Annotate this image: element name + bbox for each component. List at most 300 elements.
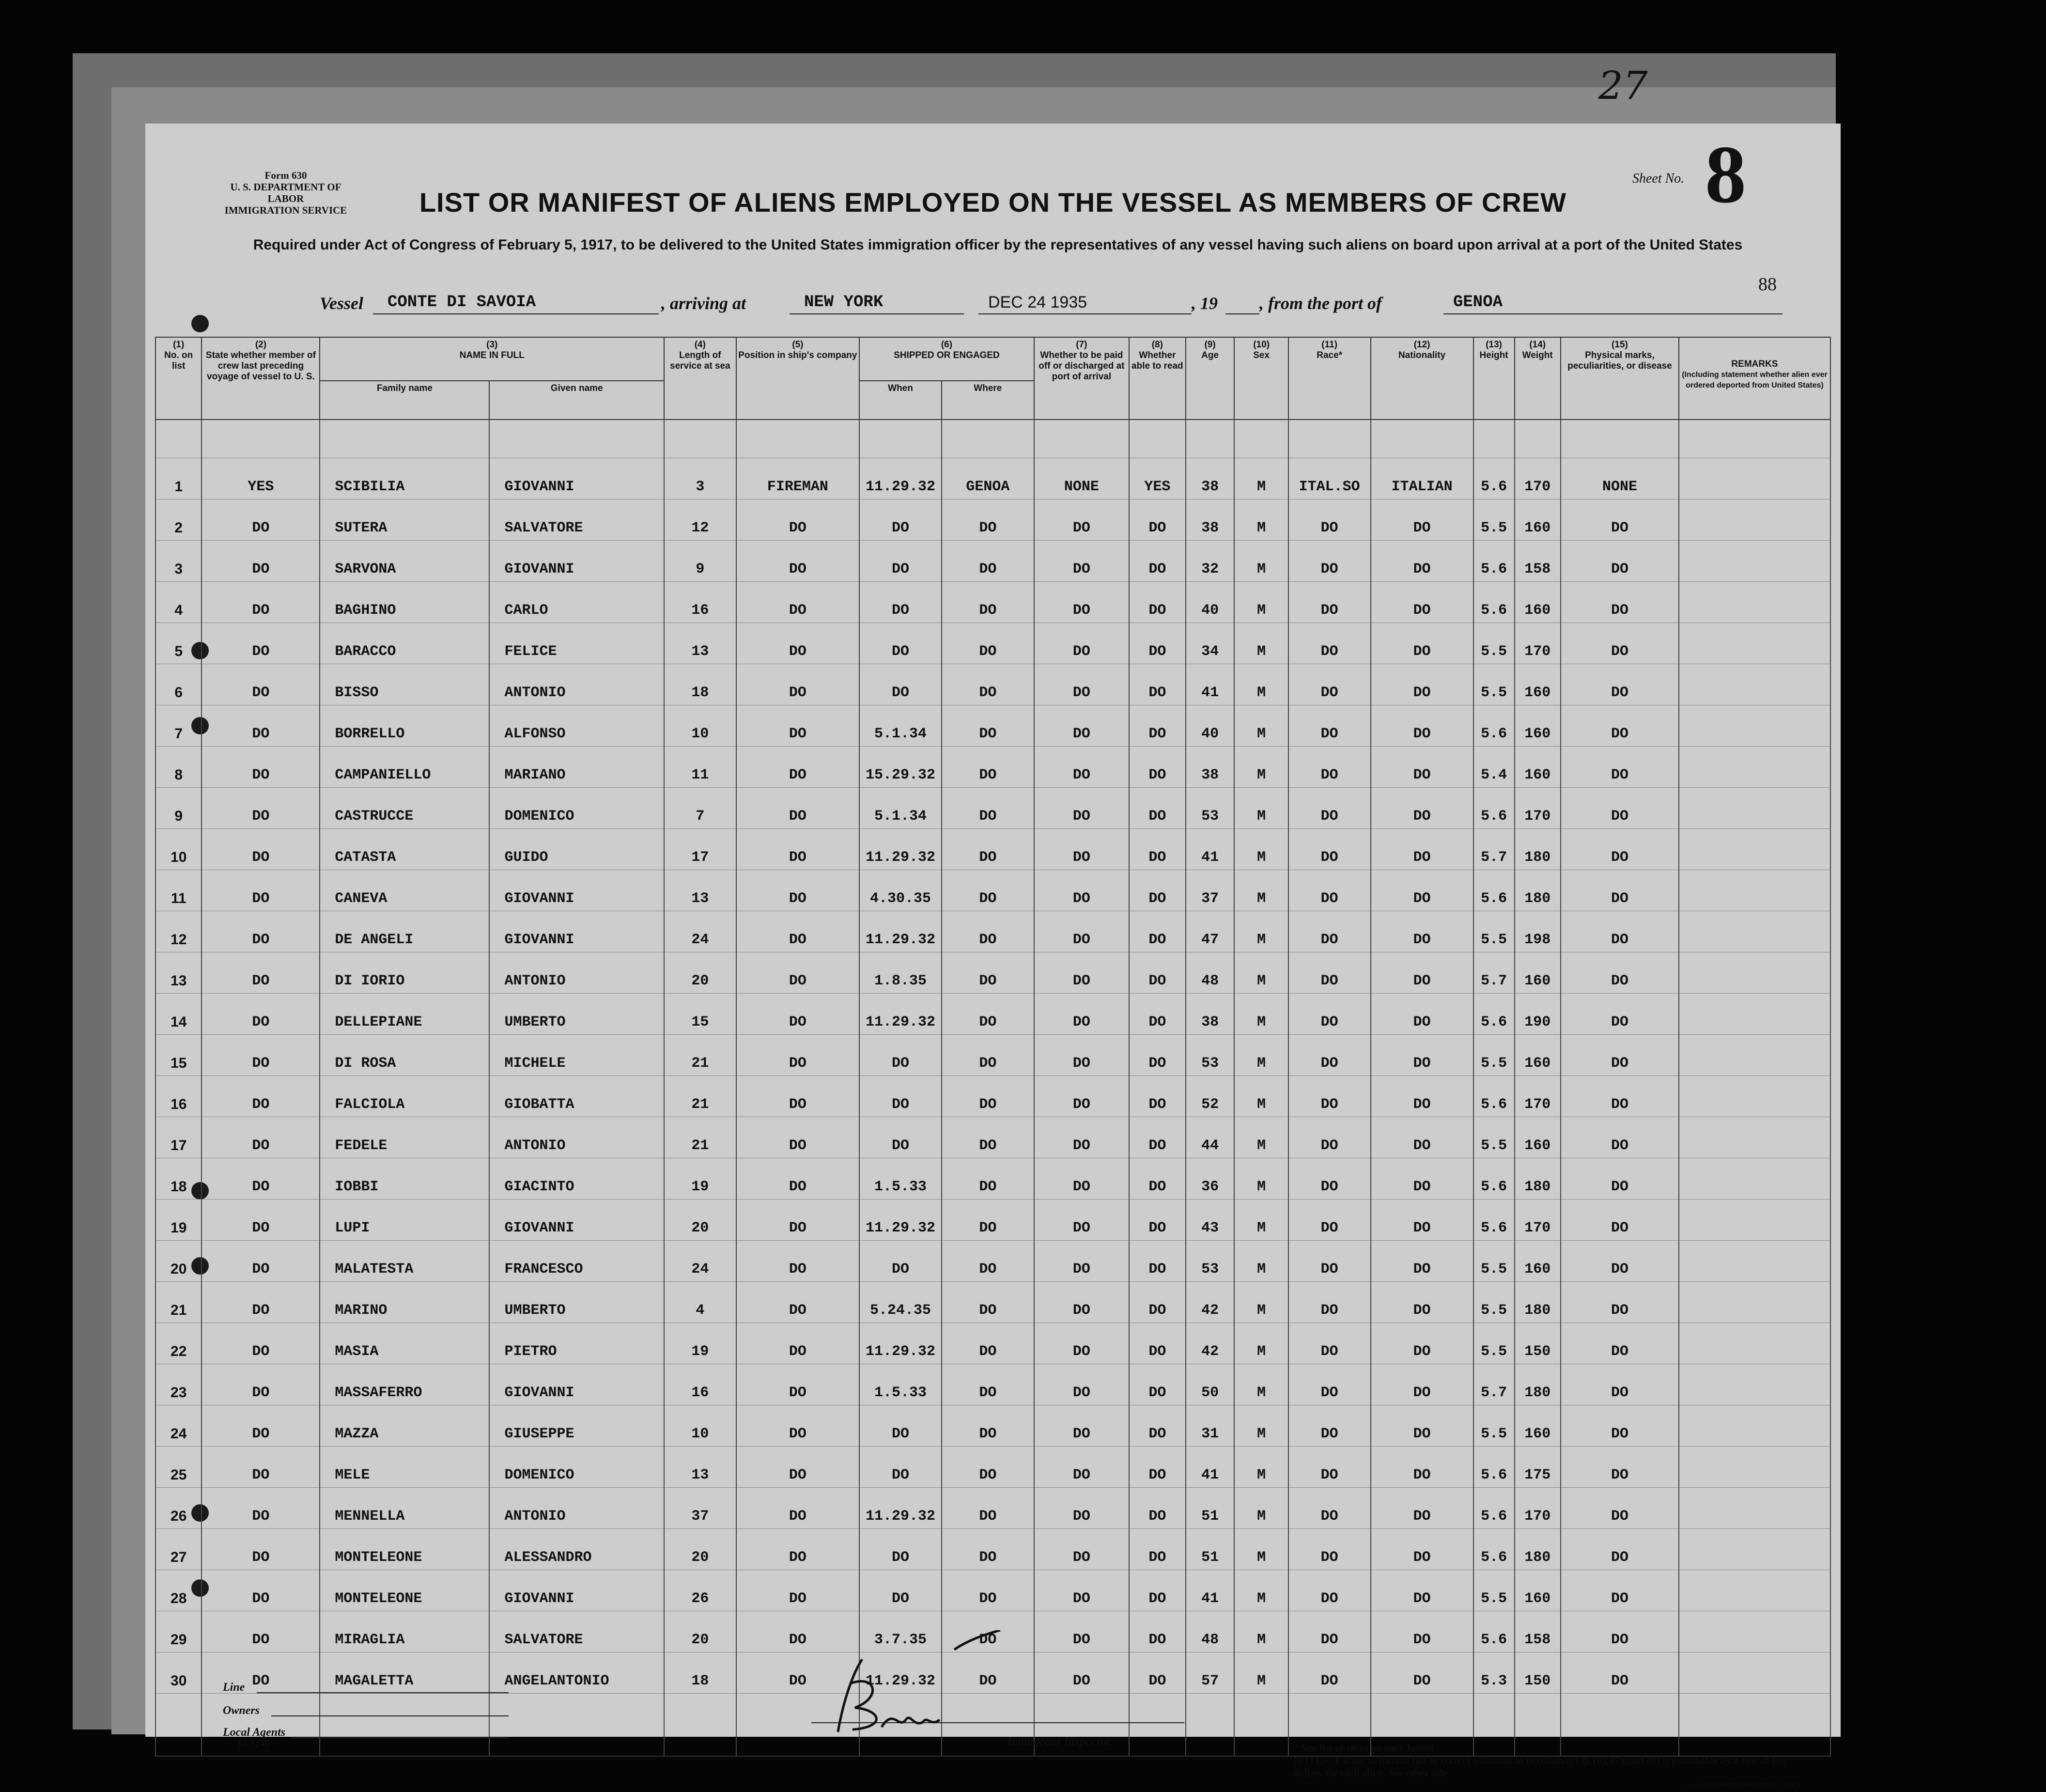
family-name: MONTELEONE <box>320 1570 489 1611</box>
nationality: DO <box>1371 499 1473 541</box>
age: 53 <box>1186 1035 1235 1076</box>
printer-mark: U. S. GOVERNMENT PRINTING OFFICE <box>1680 1782 1802 1789</box>
remarks <box>1679 1117 1830 1158</box>
previous-voyage: DO <box>202 1282 320 1323</box>
physical-marks: DO <box>1561 1200 1679 1241</box>
paid-off: DO <box>1034 705 1129 747</box>
nationality: DO <box>1371 1200 1473 1241</box>
given-name: ANTONIO <box>489 1117 664 1158</box>
previous-voyage: DO <box>202 1076 320 1117</box>
race: DO <box>1288 788 1371 829</box>
physical-marks: DO <box>1561 994 1679 1035</box>
shipped-when: 1.8.35 <box>859 952 942 994</box>
crew-row <box>155 499 1830 541</box>
race: DO <box>1288 1241 1371 1282</box>
service-years: 13 <box>664 870 736 911</box>
remarks <box>1679 870 1830 911</box>
sex: M <box>1234 747 1288 788</box>
vessel-label: Vessel <box>320 294 363 313</box>
remarks <box>1679 952 1830 994</box>
physical-marks: DO <box>1561 1529 1679 1570</box>
able-to-read: DO <box>1129 1282 1186 1323</box>
paid-off: DO <box>1034 1323 1129 1364</box>
remarks <box>1679 1200 1830 1241</box>
age: 40 <box>1186 705 1235 747</box>
sex: M <box>1234 1488 1288 1529</box>
crew-row <box>155 623 1830 664</box>
family-name: MALATESTA <box>320 1241 489 1282</box>
able-to-read: DO <box>1129 1035 1186 1076</box>
family-name: CASTRUCCE <box>320 788 489 829</box>
shipped-when: DO <box>859 1076 942 1117</box>
shipped-when: 5.1.34 <box>859 705 942 747</box>
physical-marks: DO <box>1561 788 1679 829</box>
remarks <box>1679 1364 1830 1405</box>
height: 5.7 <box>1473 952 1515 994</box>
height: 5.6 <box>1473 1076 1515 1117</box>
position: DO <box>736 1447 860 1488</box>
col-header-nationality: (12) Nationality <box>1371 337 1473 420</box>
sex: M <box>1234 541 1288 582</box>
nationality: DO <box>1371 1405 1473 1447</box>
crew-row <box>155 870 1830 911</box>
given-name: SALVATORE <box>489 1611 664 1652</box>
height: 5.6 <box>1473 1611 1515 1652</box>
paid-off: DO <box>1034 499 1129 541</box>
crew-row <box>155 582 1830 623</box>
position: DO <box>736 1241 860 1282</box>
row-number: 13 <box>155 952 202 994</box>
family-name: DE ANGELI <box>320 911 489 952</box>
remarks <box>1679 664 1830 705</box>
paid-off: DO <box>1034 1282 1129 1323</box>
shipped-when: 15.29.32 <box>859 747 942 788</box>
shipped-when: 5.1.34 <box>859 788 942 829</box>
able-to-read: DO <box>1129 1117 1186 1158</box>
owners-label: Owners <box>223 1704 260 1717</box>
paid-off: DO <box>1034 1117 1129 1158</box>
shipped-when: 5.24.35 <box>859 1282 942 1323</box>
age: 48 <box>1186 952 1235 994</box>
given-name: GIOVANNI <box>489 870 664 911</box>
weight: 158 <box>1515 541 1561 582</box>
previous-voyage: DO <box>202 541 320 582</box>
given-name: GIOVANNI <box>489 541 664 582</box>
position: DO <box>736 1405 860 1447</box>
paid-off: DO <box>1034 623 1129 664</box>
line-underline <box>257 1692 509 1693</box>
service-years: 12 <box>664 499 736 541</box>
remarks <box>1679 705 1830 747</box>
line-label: Line <box>223 1681 245 1694</box>
remarks <box>1679 1447 1830 1488</box>
sex: M <box>1234 1529 1288 1570</box>
paid-off: DO <box>1034 541 1129 582</box>
service-years: 11 <box>664 747 736 788</box>
physical-marks: DO <box>1561 705 1679 747</box>
shipped-when: 1.5.33 <box>859 1364 942 1405</box>
previous-voyage: DO <box>202 1447 320 1488</box>
paid-off: DO <box>1034 870 1129 911</box>
physical-marks: DO <box>1561 1117 1679 1158</box>
position: DO <box>736 747 860 788</box>
nationality: DO <box>1371 952 1473 994</box>
weight: 180 <box>1515 829 1561 870</box>
previous-voyage: DO <box>202 1200 320 1241</box>
age: 38 <box>1186 994 1235 1035</box>
previous-voyage: DO <box>202 582 320 623</box>
shipped-where: DO <box>942 1611 1034 1652</box>
nationality: DO <box>1371 1529 1473 1570</box>
remarks <box>1679 582 1830 623</box>
able-to-read: DO <box>1129 1323 1186 1364</box>
race: DO <box>1288 1282 1371 1323</box>
given-name: GIACINTO <box>489 1158 664 1200</box>
sex: M <box>1234 1241 1288 1282</box>
departure-port: GENOA <box>1453 293 1503 312</box>
crew-row <box>155 911 1830 952</box>
year-label: , 19 <box>1192 294 1218 313</box>
crew-row <box>155 1323 1830 1364</box>
given-name: FRANCESCO <box>489 1241 664 1282</box>
position: DO <box>736 1035 860 1076</box>
previous-voyage: DO <box>202 829 320 870</box>
nationality: DO <box>1371 1158 1473 1200</box>
race: DO <box>1288 994 1371 1035</box>
row-number: 17 <box>155 1117 202 1158</box>
paid-off: DO <box>1034 582 1129 623</box>
race: ITAL.SO <box>1288 458 1371 499</box>
paid-off: DO <box>1034 1652 1129 1694</box>
service-years: 18 <box>664 1652 736 1694</box>
race: DO <box>1288 1529 1371 1570</box>
previous-voyage: DO <box>202 994 320 1035</box>
able-to-read: DO <box>1129 952 1186 994</box>
sex: M <box>1234 911 1288 952</box>
height: 5.6 <box>1473 705 1515 747</box>
crew-row <box>155 747 1830 788</box>
nationality: DO <box>1371 829 1473 870</box>
previous-voyage: DO <box>202 1241 320 1282</box>
service-years: 21 <box>664 1117 736 1158</box>
col-header-given-name: Given name <box>489 381 664 420</box>
position: DO <box>736 994 860 1035</box>
weight: 175 <box>1515 1447 1561 1488</box>
family-name: BAGHINO <box>320 582 489 623</box>
sex: M <box>1234 1570 1288 1611</box>
able-to-read: DO <box>1129 870 1186 911</box>
row-number: 27 <box>155 1529 202 1570</box>
race: DO <box>1288 1405 1371 1447</box>
shipped-where: DO <box>942 747 1034 788</box>
shipped-when: 11.29.32 <box>859 829 942 870</box>
row-number: 18 <box>155 1158 202 1200</box>
weight: 160 <box>1515 582 1561 623</box>
height: 5.6 <box>1473 541 1515 582</box>
shipped-where: DO <box>942 870 1034 911</box>
date-underline <box>978 313 1192 314</box>
row-number: 29 <box>155 1611 202 1652</box>
family-name: MONTELEONE <box>320 1529 489 1570</box>
crew-row <box>155 664 1830 705</box>
age: 34 <box>1186 623 1235 664</box>
row-number: 26 <box>155 1488 202 1529</box>
service-years: 21 <box>664 1076 736 1117</box>
shipped-where: DO <box>942 788 1034 829</box>
remarks <box>1679 458 1830 499</box>
age: 53 <box>1186 788 1235 829</box>
physical-marks: DO <box>1561 952 1679 994</box>
service-years: 24 <box>664 1241 736 1282</box>
corner-handwritten-number: 27 <box>1598 63 1648 108</box>
sex: M <box>1234 1447 1288 1488</box>
service-years: 9 <box>664 541 736 582</box>
service-years: 19 <box>664 1158 736 1200</box>
weight: 180 <box>1515 870 1561 911</box>
previous-voyage: DO <box>202 623 320 664</box>
height: 5.6 <box>1473 870 1515 911</box>
age: 41 <box>1186 1570 1235 1611</box>
height: 5.5 <box>1473 1282 1515 1323</box>
position: DO <box>736 1117 860 1158</box>
paid-off: DO <box>1034 1529 1129 1570</box>
age: 37 <box>1186 870 1235 911</box>
previous-voyage: DO <box>202 1364 320 1405</box>
row-number: 20 <box>155 1241 202 1282</box>
shipped-when: 3.7.35 <box>859 1611 942 1652</box>
service-years: 4 <box>664 1282 736 1323</box>
able-to-read: DO <box>1129 994 1186 1035</box>
position: DO <box>736 1488 860 1529</box>
shipped-where: DO <box>942 829 1034 870</box>
shipped-when: 11.29.32 <box>859 911 942 952</box>
age: 52 <box>1186 1076 1235 1117</box>
sex: M <box>1234 1364 1288 1405</box>
height: 5.5 <box>1473 1117 1515 1158</box>
service-years: 20 <box>664 1200 736 1241</box>
age: 36 <box>1186 1158 1235 1200</box>
height: 5.6 <box>1473 788 1515 829</box>
family-name: BORRELLO <box>320 705 489 747</box>
nationality: DO <box>1371 705 1473 747</box>
family-name: SUTERA <box>320 499 489 541</box>
previous-voyage: DO <box>202 1117 320 1158</box>
age: 32 <box>1186 541 1235 582</box>
given-name: GIOVANNI <box>489 458 664 499</box>
weight: 180 <box>1515 1158 1561 1200</box>
position: DO <box>736 541 860 582</box>
position: DO <box>736 952 860 994</box>
given-name: FELICE <box>489 623 664 664</box>
nationality: DO <box>1371 994 1473 1035</box>
height: 5.5 <box>1473 1035 1515 1076</box>
paid-off: DO <box>1034 1241 1129 1282</box>
shipped-where: DO <box>942 1158 1034 1200</box>
race: DO <box>1288 582 1371 623</box>
shipped-where: DO <box>942 1529 1034 1570</box>
sex: M <box>1234 582 1288 623</box>
row-number: 22 <box>155 1323 202 1364</box>
shipped-where: DO <box>942 1117 1034 1158</box>
page-title: LIST OR MANIFEST OF ALIENS EMPLOYED ON THE VESSEL AS MEMBERS OF CREW <box>419 187 1567 218</box>
shipped-when: 1.5.33 <box>859 1158 942 1200</box>
col-header-sex: (10) Sex <box>1234 337 1288 420</box>
family-name: MAGALETTA <box>320 1652 489 1694</box>
given-name: PIETRO <box>489 1323 664 1364</box>
col-header-where: Where <box>942 381 1034 420</box>
shipped-when: DO <box>859 582 942 623</box>
service-years: 18 <box>664 664 736 705</box>
weight: 160 <box>1515 952 1561 994</box>
previous-voyage: DO <box>202 1323 320 1364</box>
paid-off: DO <box>1034 911 1129 952</box>
row-number: 4 <box>155 582 202 623</box>
row-number: 30 <box>155 1652 202 1694</box>
shipped-when: 11.29.32 <box>859 1488 942 1529</box>
able-to-read: DO <box>1129 1652 1186 1694</box>
family-name: SARVONA <box>320 541 489 582</box>
remarks <box>1679 541 1830 582</box>
crew-row <box>155 1488 1830 1529</box>
age: 51 <box>1186 1529 1235 1570</box>
given-name: MICHELE <box>489 1035 664 1076</box>
position: DO <box>736 1323 860 1364</box>
shipped-when: 11.29.32 <box>859 1652 942 1694</box>
crew-row <box>155 788 1830 829</box>
position: DO <box>736 1282 860 1323</box>
row-number: 10 <box>155 829 202 870</box>
given-name: GIOVANNI <box>489 911 664 952</box>
race: DO <box>1288 829 1371 870</box>
remarks <box>1679 1529 1830 1570</box>
remarks <box>1679 788 1830 829</box>
physical-marks: DO <box>1561 829 1679 870</box>
weight: 160 <box>1515 499 1561 541</box>
nationality: DO <box>1371 1447 1473 1488</box>
row-number: 8 <box>155 747 202 788</box>
row-number: 19 <box>155 1200 202 1241</box>
shipped-where: DO <box>942 1652 1034 1694</box>
family-name: DELLEPIANE <box>320 994 489 1035</box>
remarks <box>1679 623 1830 664</box>
race: DO <box>1288 870 1371 911</box>
vessel-underline <box>373 313 659 314</box>
age: 53 <box>1186 1241 1235 1282</box>
row-number: 12 <box>155 911 202 952</box>
given-name: ANTONIO <box>489 952 664 994</box>
race-footnote: * See list of races on back hereof. <box>1293 1742 1437 1754</box>
col-header-read: (8) Whether able to read <box>1129 337 1186 420</box>
service-years: 20 <box>664 952 736 994</box>
department-name: U. S. DEPARTMENT OF LABOR <box>230 181 341 204</box>
arrival-date-stamp: DEC 24 1935 <box>988 293 1087 312</box>
sheet-number: 8 <box>1705 129 1746 220</box>
nationality: DO <box>1371 1611 1473 1652</box>
able-to-read: DO <box>1129 747 1186 788</box>
given-name: GIOVANNI <box>489 1570 664 1611</box>
shipped-where: DO <box>942 952 1034 994</box>
position: DO <box>736 1364 860 1405</box>
service-years: 20 <box>664 1611 736 1652</box>
crew-rows <box>155 420 1830 1756</box>
able-to-read: DO <box>1129 541 1186 582</box>
sex: M <box>1234 952 1288 994</box>
able-to-read: DO <box>1129 1364 1186 1405</box>
service-name: IMMIGRATION SERVICE <box>224 204 347 216</box>
height: 5.5 <box>1473 664 1515 705</box>
able-to-read: YES <box>1129 458 1186 499</box>
able-to-read: DO <box>1129 1076 1186 1117</box>
age: 41 <box>1186 829 1235 870</box>
position: DO <box>736 499 860 541</box>
paid-off: DO <box>1034 1200 1129 1241</box>
nationality: DO <box>1371 664 1473 705</box>
physical-marks: DO <box>1561 499 1679 541</box>
shipped-where: DO <box>942 1488 1034 1529</box>
position: DO <box>736 582 860 623</box>
height: 5.6 <box>1473 1529 1515 1570</box>
physical-marks: NONE <box>1561 458 1679 499</box>
position: DO <box>736 705 860 747</box>
service-years: 37 <box>664 1488 736 1529</box>
shipped-when: DO <box>859 1241 942 1282</box>
age: 31 <box>1186 1405 1235 1447</box>
race: DO <box>1288 1076 1371 1117</box>
local-agents-label: Local Agents <box>223 1726 286 1739</box>
punch-hole <box>191 315 209 332</box>
physical-marks: DO <box>1561 1364 1679 1405</box>
remarks <box>1679 1282 1830 1323</box>
family-name: MAZZA <box>320 1405 489 1447</box>
weight: 170 <box>1515 788 1561 829</box>
physical-marks: DO <box>1561 664 1679 705</box>
sex: M <box>1234 1405 1288 1447</box>
col-header-when: When <box>859 381 942 420</box>
paid-off: DO <box>1034 1076 1129 1117</box>
nationality: DO <box>1371 747 1473 788</box>
position: DO <box>736 1158 860 1200</box>
family-name: MASSAFERRO <box>320 1364 489 1405</box>
shipped-where: DO <box>942 1447 1034 1488</box>
row-number: 5 <box>155 623 202 664</box>
able-to-read: DO <box>1129 1447 1186 1488</box>
service-years: 19 <box>664 1323 736 1364</box>
nationality: DO <box>1371 582 1473 623</box>
weight: 150 <box>1515 1323 1561 1364</box>
given-name: GIOVANNI <box>489 1200 664 1241</box>
weight: 170 <box>1515 623 1561 664</box>
race: DO <box>1288 1200 1371 1241</box>
age: 44 <box>1186 1117 1235 1158</box>
weight: 170 <box>1515 1488 1561 1529</box>
nationality: DO <box>1371 1323 1473 1364</box>
previous-voyage: DO <box>202 1652 320 1694</box>
arriving-underline <box>790 313 964 314</box>
able-to-read: DO <box>1129 911 1186 952</box>
row-number: 3 <box>155 541 202 582</box>
physical-marks: DO <box>1561 1035 1679 1076</box>
crew-row <box>155 1035 1830 1076</box>
family-name: MENNELLA <box>320 1488 489 1529</box>
able-to-read: DO <box>1129 582 1186 623</box>
physical-marks: DO <box>1561 1241 1679 1282</box>
race: DO <box>1288 747 1371 788</box>
family-name: BISSO <box>320 664 489 705</box>
row-number: 1 <box>155 458 202 499</box>
physical-marks: DO <box>1561 1323 1679 1364</box>
row-number: 23 <box>155 1364 202 1405</box>
previous-voyage: DO <box>202 747 320 788</box>
